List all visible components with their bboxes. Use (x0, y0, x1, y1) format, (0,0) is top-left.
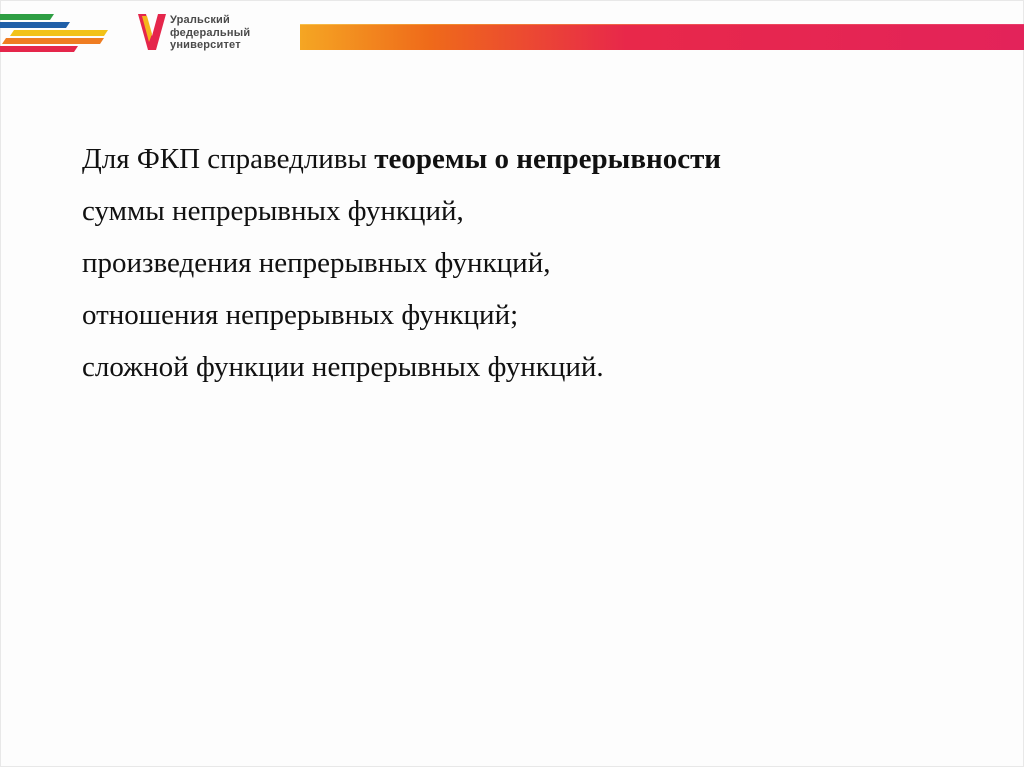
slide-body (82, 133, 962, 393)
brand-stripes-icon (0, 14, 120, 54)
logo-line-1: Уральский (170, 14, 230, 26)
line-sum: суммы непрерывных функций, (82, 195, 464, 227)
line-theorems-text: Для ФКП справедливы (82, 143, 375, 175)
line-composite: сложной функции непрерывных функций. (82, 351, 604, 383)
line-quotient: отношения непрерывных функций; (82, 299, 519, 331)
line-theorems (82, 133, 962, 185)
line-theorems-bold: теоремы о непрерывности (374, 143, 722, 175)
university-name (170, 14, 250, 52)
urfu-logo-icon (138, 14, 166, 56)
header-color-bar (300, 25, 1024, 50)
line-product: произведения непрерывных функций, (82, 247, 551, 279)
slide-header (0, 0, 1024, 70)
logo-line-3: университет (170, 39, 241, 51)
logo-line-2: федеральный (170, 26, 251, 39)
